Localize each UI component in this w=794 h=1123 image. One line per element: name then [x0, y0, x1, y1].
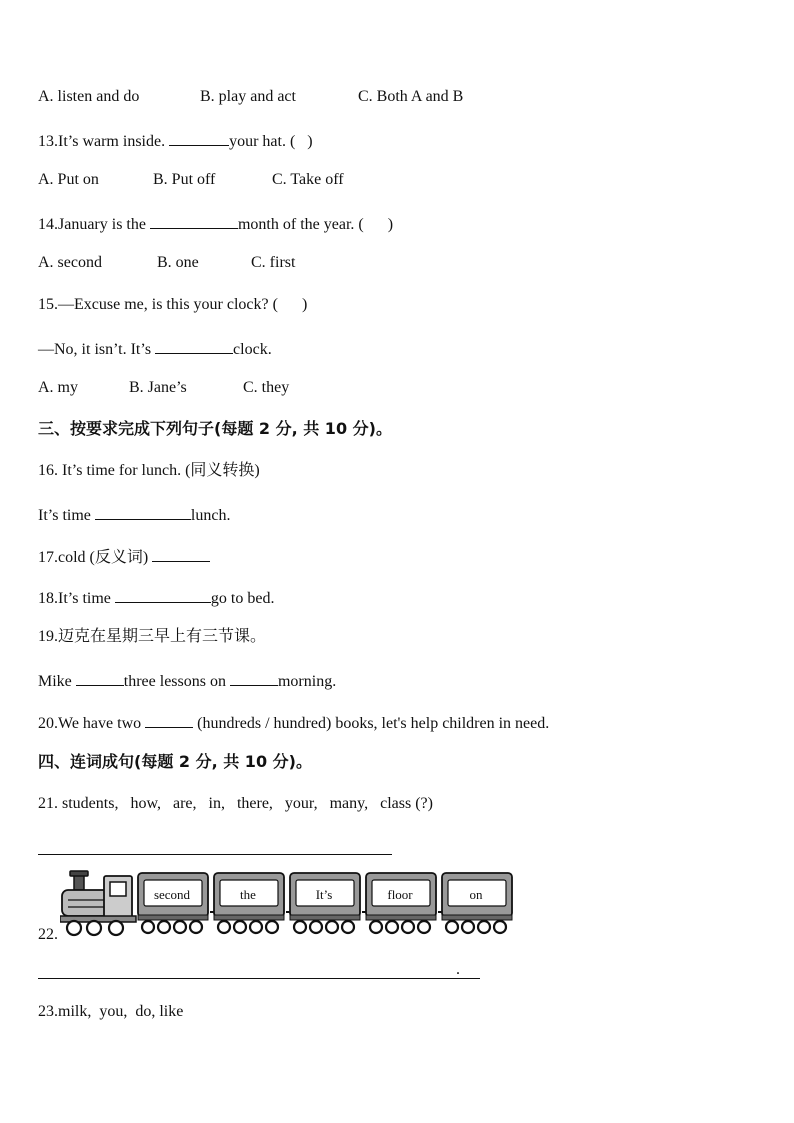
answer-blank[interactable]	[150, 212, 238, 229]
answer-blank-2[interactable]	[230, 669, 278, 686]
answer-blank[interactable]	[145, 711, 193, 728]
answer-text: It’s time	[38, 507, 95, 524]
answer-text: Mike	[38, 673, 76, 690]
question-text: We have two	[58, 715, 146, 732]
question-number: 14.	[38, 216, 58, 233]
q13-option-a[interactable]: A. Put on	[38, 171, 99, 188]
question-19-answer	[38, 669, 336, 692]
question-16	[38, 461, 260, 481]
answer-text-mid: three lessons on	[123, 673, 230, 690]
train-car-word[interactable]: the	[240, 887, 256, 902]
train-car-word[interactable]: It’s	[315, 887, 333, 902]
q15-option-a[interactable]: A. my	[38, 379, 78, 396]
question-text-end: month of the year. ( )	[237, 216, 394, 233]
question-text-end: go to bed.	[210, 590, 275, 607]
section-3-heading: 三、按要求完成下列句子(每题 2 分, 共 10 分)。	[38, 419, 392, 438]
q12-option-b[interactable]: B. play and act	[200, 88, 296, 105]
question-20	[38, 711, 549, 734]
question-number: 13.	[38, 133, 58, 150]
train-car-labels	[60, 870, 520, 940]
train-car-word[interactable]: second	[153, 887, 191, 902]
reply-text-end: clock.	[233, 341, 272, 358]
question-number: 20.	[38, 715, 58, 732]
question-13	[38, 129, 313, 152]
q15-option-b[interactable]: B. Jane’s	[129, 379, 187, 396]
question-text: cold (反义词)	[58, 549, 153, 566]
question-text: It’s warm inside.	[58, 133, 170, 150]
question-text: students, how, are, in, there, your, many, class (?)	[62, 795, 433, 812]
section-4-heading: 四、连词成句(每题 2 分, 共 10 分)。	[38, 752, 312, 771]
answer-text-end: lunch.	[190, 507, 231, 524]
question-number: 21.	[38, 795, 62, 812]
q22-answer-line[interactable]	[38, 978, 480, 979]
q15-option-c[interactable]: C. they	[243, 379, 290, 396]
question-18	[38, 586, 274, 609]
train-car-word[interactable]: floor	[387, 887, 413, 902]
question-text: It’s time for lunch. (同义转换)	[62, 462, 260, 479]
q22-end-mark: .	[456, 961, 460, 978]
question-number: 17.	[38, 549, 58, 566]
q21-answer-line[interactable]	[38, 854, 392, 855]
question-22-number: 22.	[38, 926, 58, 943]
answer-blank-1[interactable]	[76, 669, 124, 686]
question-text: milk, you, do, like	[58, 1003, 184, 1020]
q13-options	[38, 170, 344, 190]
question-17	[38, 545, 210, 568]
q14-option-a[interactable]: A. second	[38, 254, 102, 271]
q13-option-b[interactable]: B. Put off	[153, 171, 216, 188]
question-text-end: (hundreds / hundred) books, let's help children in need.	[193, 715, 550, 732]
question-number: 18.	[38, 590, 58, 607]
question-21	[38, 794, 433, 814]
question-text: It’s time	[58, 590, 115, 607]
q12-options	[38, 87, 463, 107]
question-number: 23.	[38, 1003, 58, 1020]
answer-blank[interactable]	[95, 503, 191, 520]
question-number: 15.	[38, 296, 58, 313]
question-text: 迈克在星期三早上有三节课。	[58, 628, 267, 645]
answer-text-end: morning.	[277, 673, 337, 690]
question-19	[38, 627, 266, 647]
answer-blank[interactable]	[115, 586, 211, 603]
question-15	[38, 295, 307, 315]
question-text-end: your hat. ( )	[229, 133, 313, 150]
q15-options	[38, 378, 289, 398]
q12-option-c[interactable]: C. Both A and B	[358, 88, 464, 105]
question-number: 19.	[38, 628, 58, 645]
question-text: January is the	[58, 216, 150, 233]
question-23	[38, 1002, 183, 1022]
q12-option-a[interactable]: A. listen and do	[38, 88, 140, 105]
q14-option-c[interactable]: C. first	[251, 254, 296, 271]
answer-blank[interactable]	[169, 129, 229, 146]
answer-blank[interactable]	[152, 545, 210, 562]
question-15-reply	[38, 337, 272, 360]
answer-blank[interactable]	[155, 337, 233, 354]
question-16-answer	[38, 503, 230, 526]
question-14	[38, 212, 393, 235]
q13-option-c[interactable]: C. Take off	[272, 171, 344, 188]
question-text: —Excuse me, is this your clock? ( )	[58, 296, 308, 313]
q14-options	[38, 253, 295, 273]
question-number: 16.	[38, 462, 62, 479]
reply-text: —No, it isn’t. It’s	[38, 341, 156, 358]
train-car-word[interactable]: on	[469, 887, 483, 902]
q14-option-b[interactable]: B. one	[157, 254, 199, 271]
